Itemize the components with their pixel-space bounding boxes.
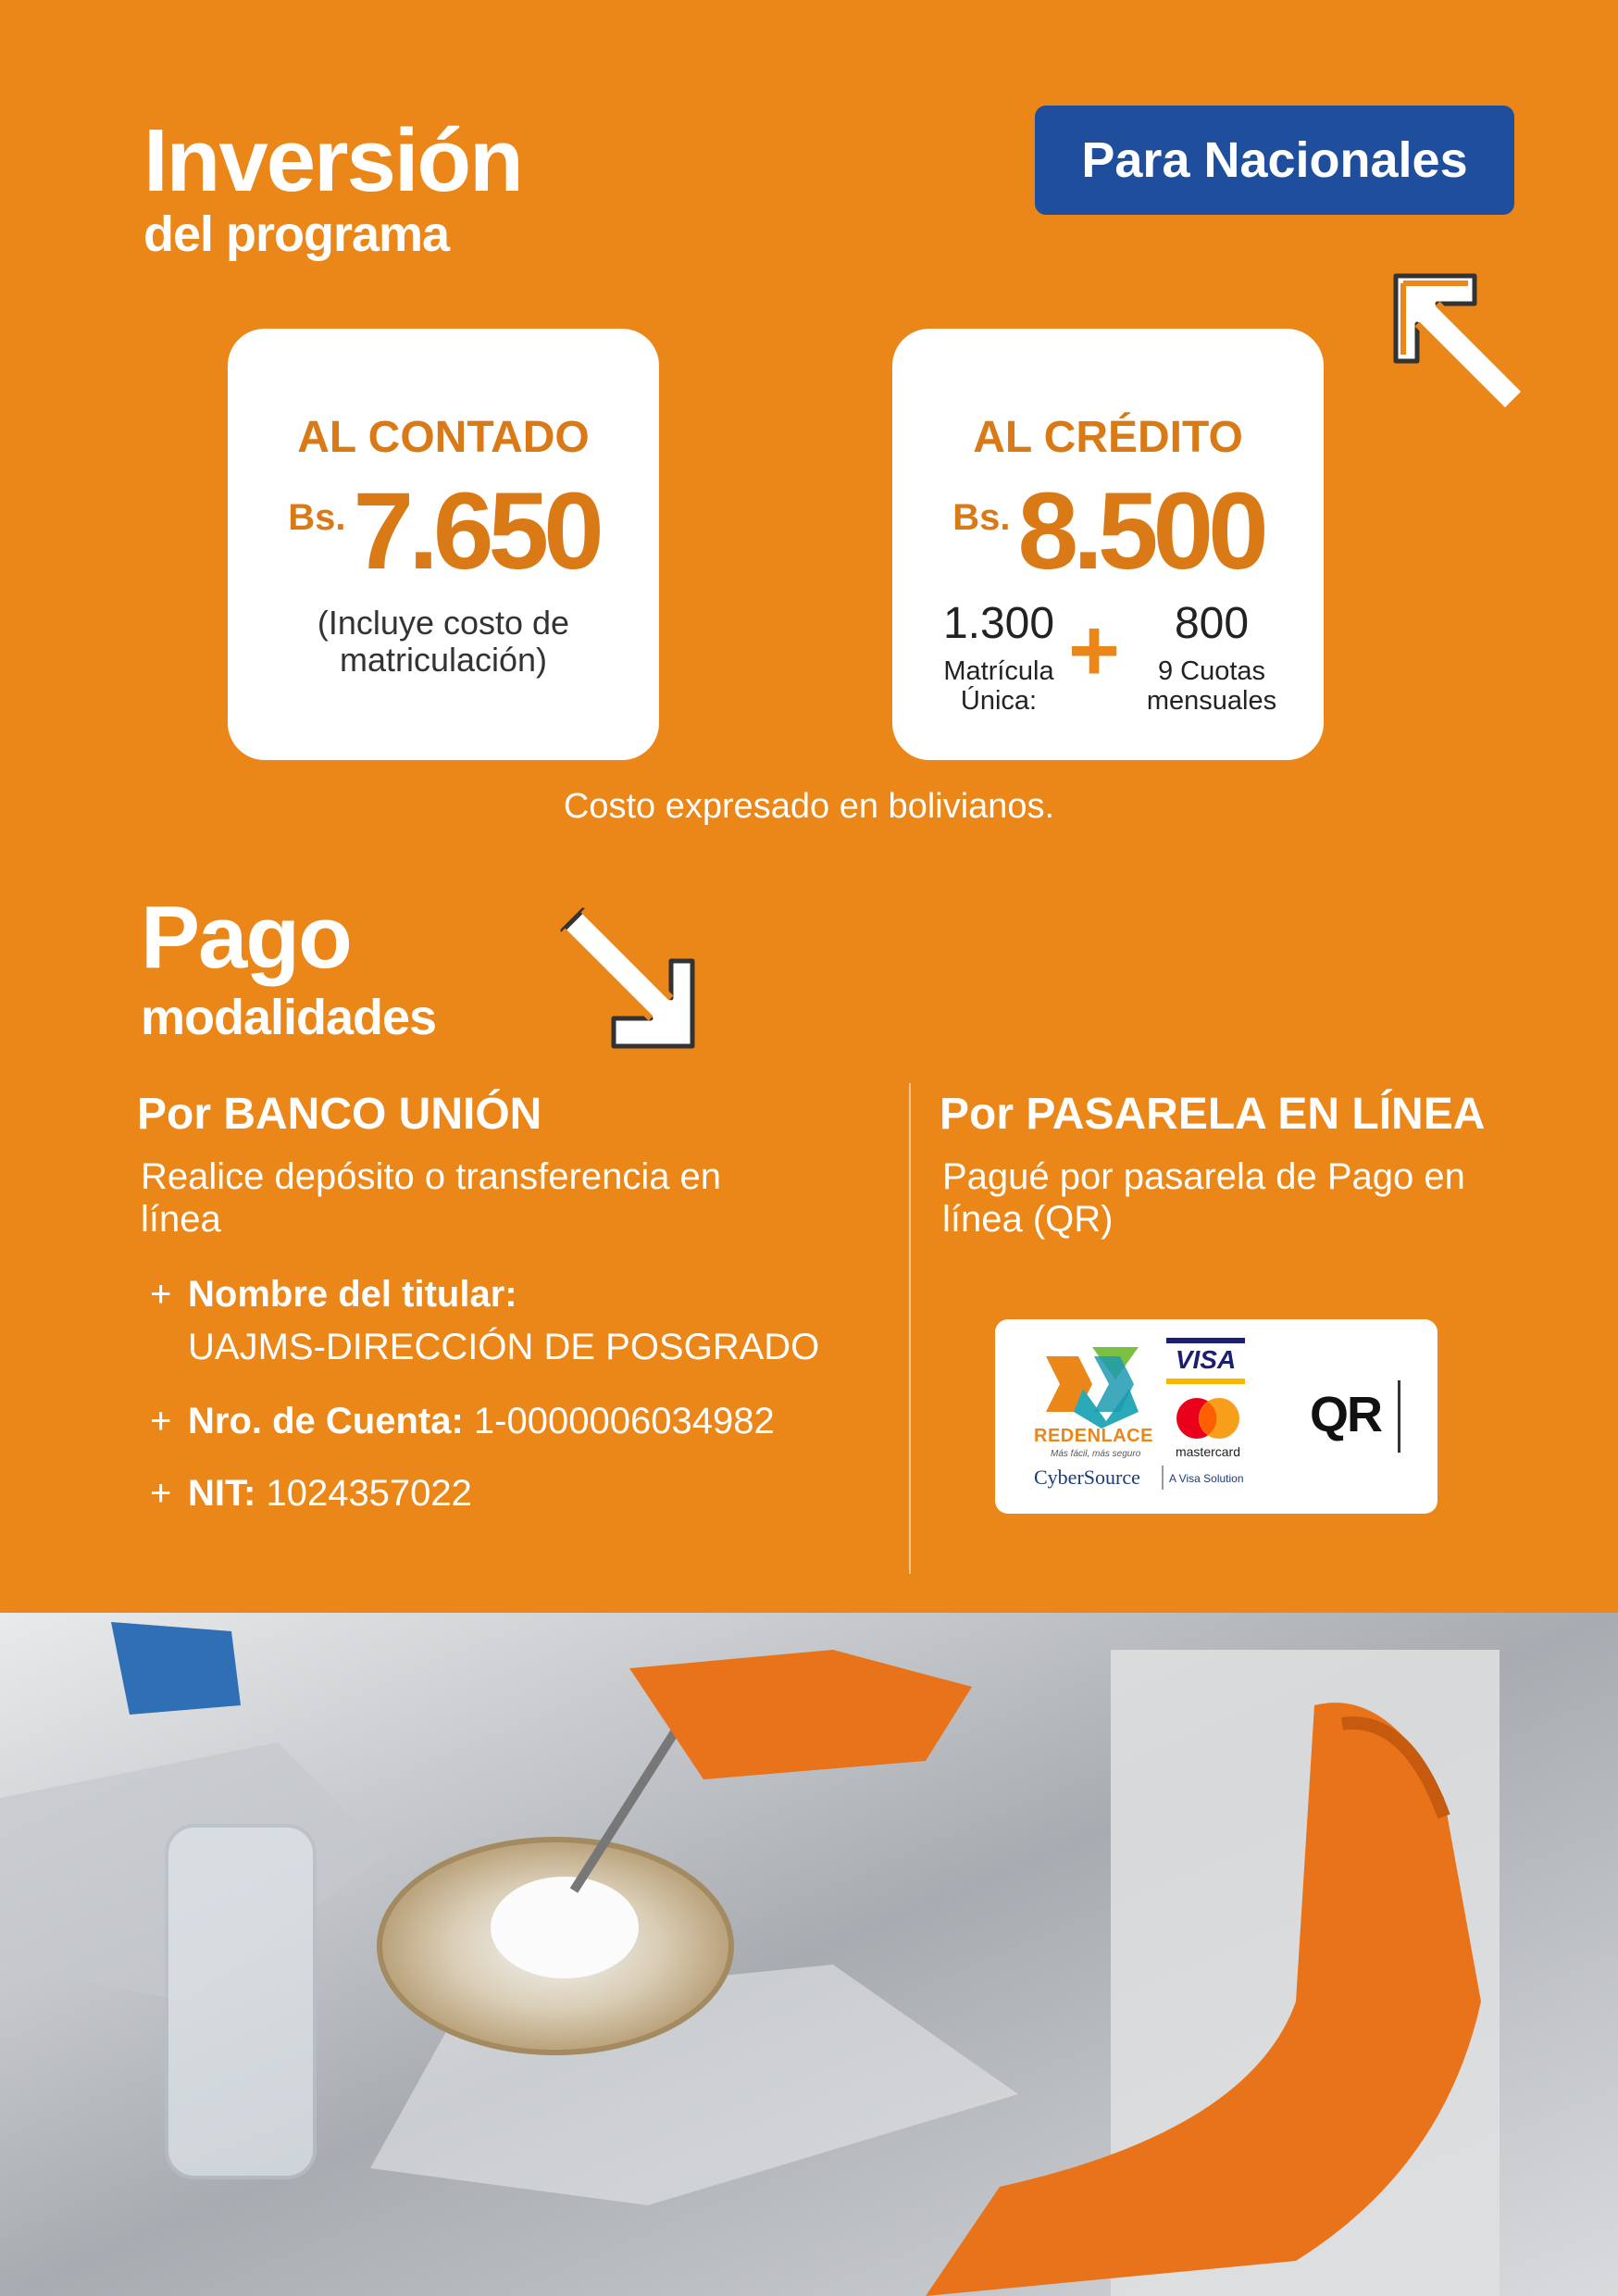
- section-subtitle-pago: modalidades: [141, 990, 437, 1045]
- cuenta-row: [188, 1400, 775, 1442]
- qr-bar: [1398, 1380, 1400, 1453]
- nit-row: [188, 1472, 472, 1515]
- cuotas-label: 9 Cuotas: [1157, 656, 1266, 686]
- pasarela-desc: [942, 1155, 1590, 1241]
- titular-value: UAJMS-DIRECCIÓN DE POSGRADO: [188, 1327, 820, 1367]
- note-line: matriculación): [339, 641, 548, 680]
- card-al-credito: [892, 329, 1324, 760]
- lab-photo: [0, 1613, 1618, 2296]
- arrow-up-left-icon: [1379, 259, 1546, 417]
- amount-contado: 7.650: [353, 470, 599, 593]
- desc-line: línea: [141, 1199, 221, 1240]
- matricula-block: [929, 599, 1068, 717]
- mastercard-text: mastercard: [1175, 1444, 1241, 1459]
- payment-logos-box[interactable]: [995, 1319, 1438, 1514]
- cuenta-value: 1-0000006034982: [473, 1401, 775, 1441]
- titular-label: [188, 1273, 517, 1316]
- costo-note: Costo expresado en bolivianos.: [563, 787, 1055, 826]
- note-line: (Incluye costo de: [317, 604, 570, 642]
- bullet-plus: +: [150, 1473, 172, 1514]
- banco-union-desc: [141, 1155, 881, 1241]
- matricula-label: Única:: [960, 685, 1038, 716]
- nit-label: NIT:: [188, 1473, 256, 1514]
- cuotas-label: mensuales: [1146, 685, 1277, 716]
- nit-value: 1024357022: [266, 1473, 472, 1514]
- cuotas-block: [1133, 599, 1290, 717]
- bullet-plus: +: [150, 1274, 172, 1315]
- desc-line: línea (QR): [942, 1199, 1114, 1240]
- banco-union-title: Por BANCO UNIÓN: [137, 1090, 542, 1139]
- currency-label: Bs.: [288, 497, 346, 538]
- currency-label: Bs.: [952, 497, 1011, 538]
- cuenta-label: Nro. de Cuenta:: [188, 1401, 464, 1441]
- price-contado: [228, 470, 659, 593]
- price-credito: [892, 470, 1324, 593]
- redenlace-logo-icon: [1037, 1338, 1148, 1430]
- matricula-label: Matrícula: [943, 656, 1054, 686]
- column-divider: [909, 1083, 911, 1574]
- lab-photo-illustration: [0, 1613, 1618, 2296]
- plus-icon: +: [1068, 601, 1121, 700]
- section-subtitle-inversion: del programa: [143, 206, 450, 262]
- card-title-credito: AL CRÉDITO: [973, 413, 1243, 462]
- desc-line: Realice depósito o transferencia en: [141, 1156, 722, 1197]
- bullet-plus: +: [150, 1401, 172, 1441]
- matricula-amount: 1.300: [942, 599, 1055, 648]
- cybersource-divider: [1162, 1466, 1164, 1490]
- card-al-contado: [228, 329, 659, 760]
- amount-credito: 8.500: [1017, 470, 1263, 593]
- section-title-inversion: Inversión: [143, 111, 522, 210]
- visa-logo: VISA: [1175, 1345, 1237, 1374]
- mastercard-logo-icon: [1169, 1393, 1247, 1443]
- titular-label-text: Nombre del titular:: [188, 1274, 517, 1315]
- qr-logo: QR: [1310, 1387, 1381, 1442]
- cybersource-text: CyberSource: [1034, 1466, 1140, 1489]
- visa-solution-text: A Visa Solution: [1169, 1472, 1244, 1485]
- section-title-pago: Pago: [141, 888, 351, 987]
- redenlace-text: REDENLACE: [1034, 1426, 1153, 1446]
- arrow-down-right-icon: [546, 903, 713, 1060]
- visa-bar-bottom: [1166, 1379, 1245, 1384]
- note-contado: [228, 605, 659, 680]
- card-title-contado: AL CONTADO: [297, 413, 590, 462]
- pasarela-title: Por PASARELA EN LÍNEA: [940, 1090, 1486, 1139]
- redenlace-tagline: Más fácil, más seguro: [1051, 1449, 1141, 1459]
- para-nacionales-button[interactable]: Para Nacionales: [1035, 106, 1514, 215]
- visa-bar-top: [1166, 1338, 1245, 1343]
- desc-line: Pagué por pasarela de Pago en: [942, 1156, 1465, 1197]
- cuotas-amount: 800: [1174, 599, 1250, 648]
